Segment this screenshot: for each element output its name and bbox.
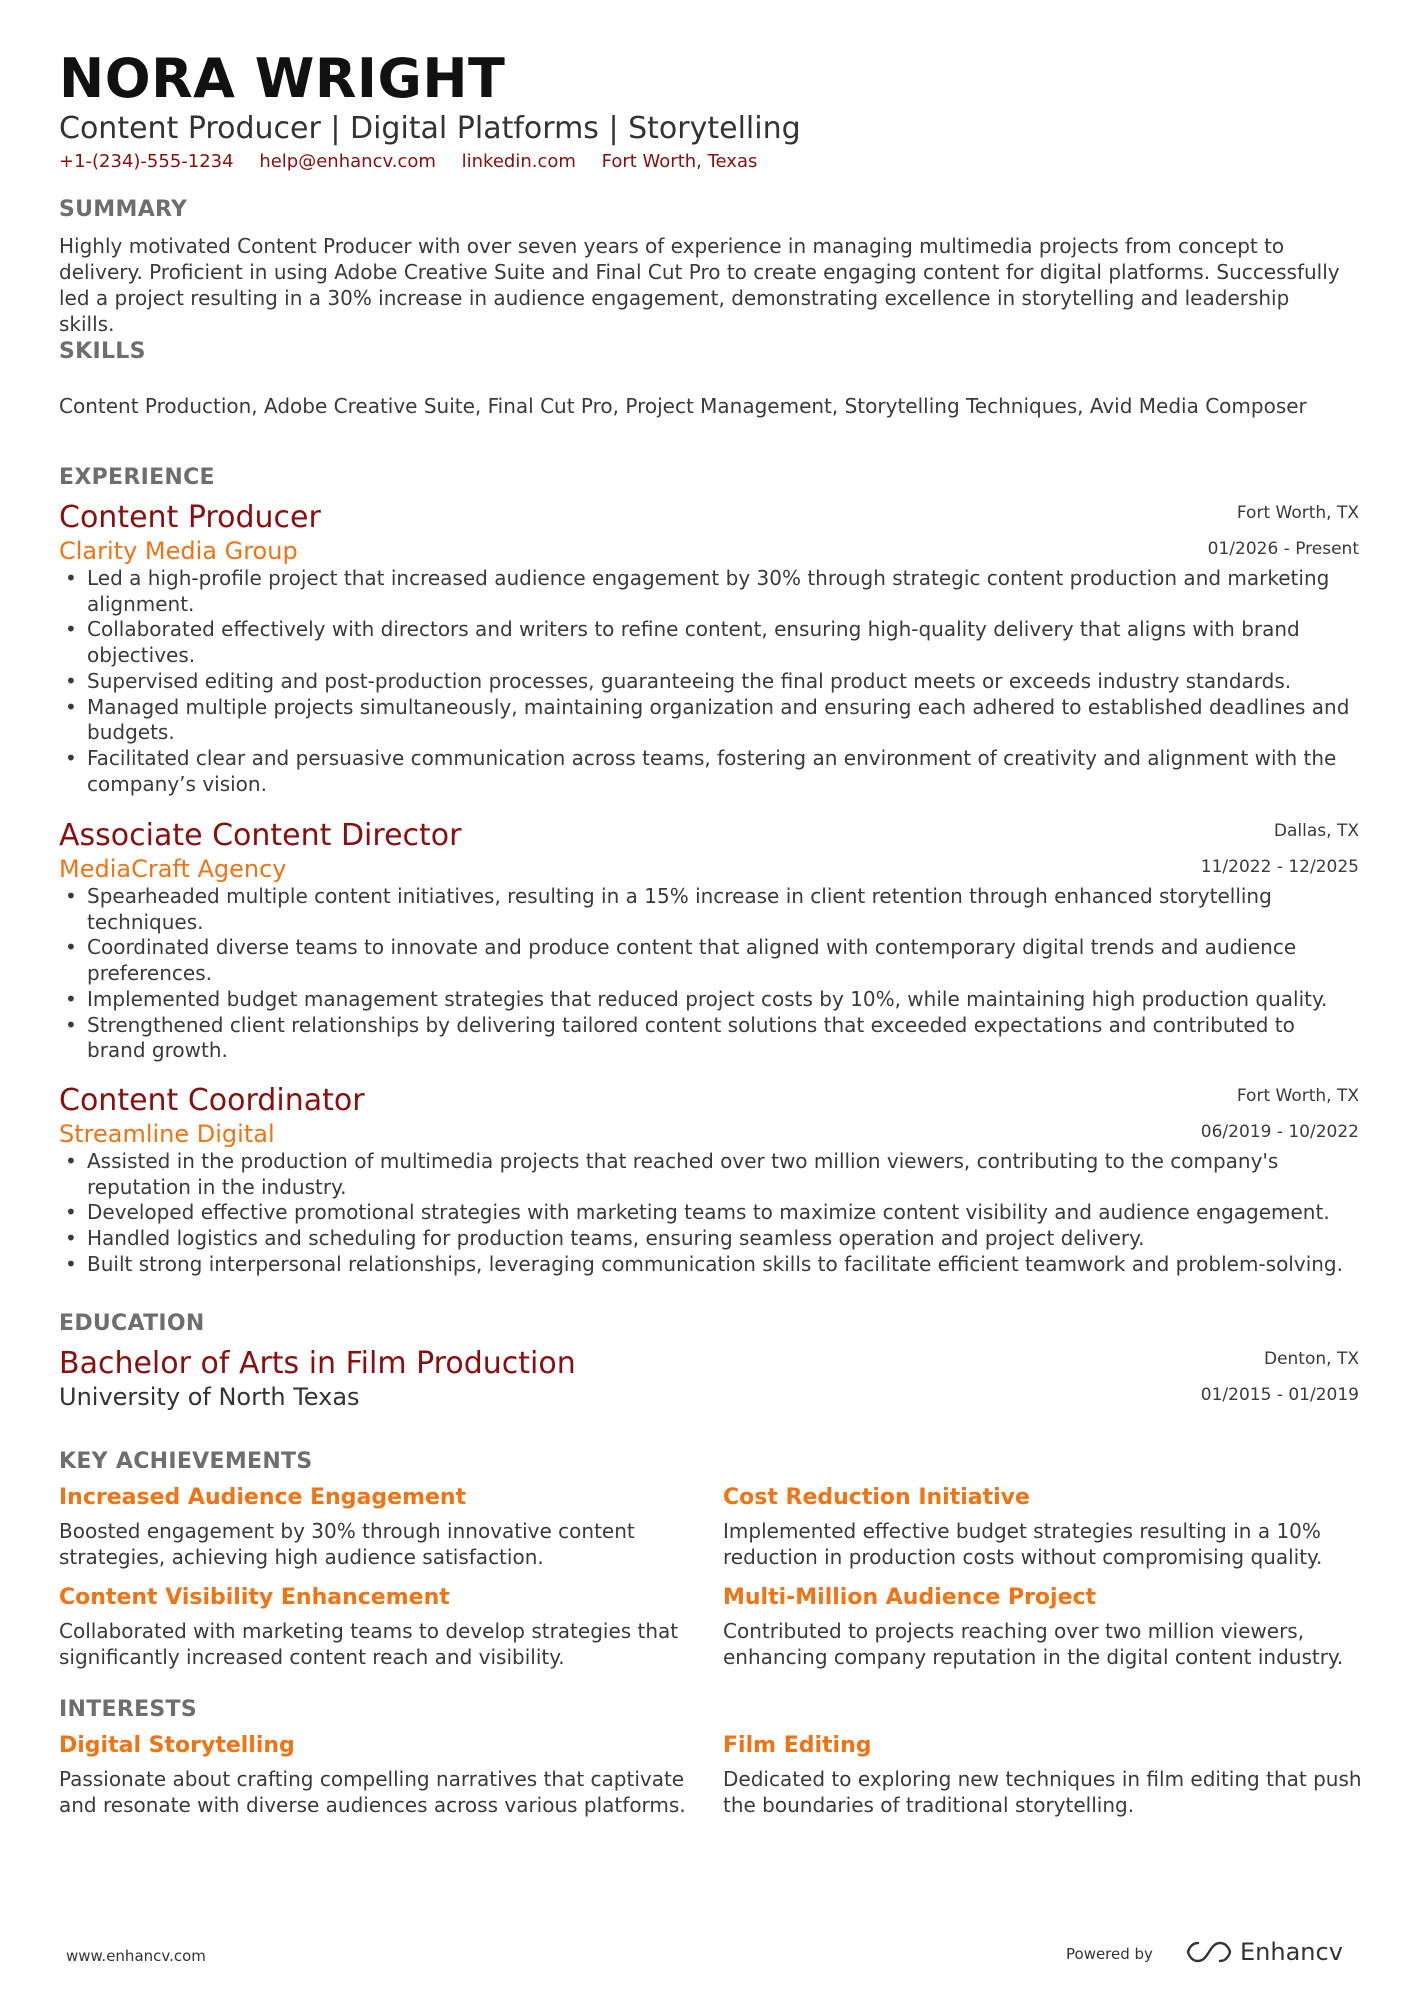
job-location: Fort Worth, TX — [1236, 503, 1359, 523]
job-title: Content Producer — [59, 500, 321, 535]
achievement-item — [723, 1584, 1363, 1670]
enhancv-logo[interactable] — [1186, 1938, 1343, 1966]
bullet-item: • Supervised editing and post-production processes, guaranteeing the final product meets or exceeds industry standards. — [59, 669, 1359, 695]
achievement-desc: Collaborated with marketing teams to develop strategies that significantly increased content reach and visibility. — [59, 1619, 679, 1669]
education-dates: 01/2015 - 01/2019 — [1200, 1385, 1359, 1405]
candidate-subtitle: Content Producer | Digital Platforms | Storytelling — [59, 111, 801, 146]
bullet-item: • Built strong interpersonal relationships, leveraging communication skills to facilitate efficient teamwork and problem-solving. — [59, 1252, 1359, 1278]
bullet-item: • Led a high-profile project that increased audience engagement by 30% through strategic content production and marketing alignment. — [59, 566, 1359, 617]
experience-heading: EXPERIENCE — [59, 465, 215, 490]
skills-heading: SKILLS — [59, 339, 146, 364]
interest-desc: Dedicated to exploring new techniques in film editing that push the boundaries of traditional storytelling. — [723, 1767, 1362, 1817]
enhancv-logo-icon — [1186, 1939, 1232, 1965]
education-heading: EDUCATION — [59, 1311, 205, 1336]
achievements-heading: KEY ACHIEVEMENTS — [59, 1449, 313, 1474]
bullet-item: • Facilitated clear and persuasive communication across teams, fostering an environment of creativity and alignment with the company’s vision. — [59, 746, 1359, 797]
bullet-item: • Spearheaded multiple content initiatives, resulting in a 15% increase in client retention through enhanced storytelling techniques. — [59, 884, 1359, 935]
achievement-item — [59, 1484, 699, 1570]
summary-text: Highly motivated Content Producer with over seven years of experience in managing multimedia projects from concept to delivery. Proficient in using Adobe Creative Suite and Final Cut Pro to create engaging content for digital platforms. Successfully led a project resulting in a 30% increase in audience engagement, demonstrating excellence in storytelling and leadership skills. — [59, 234, 1340, 336]
achievement-item — [723, 1484, 1363, 1570]
job-company: Clarity Media Group — [59, 537, 298, 565]
bullet-item: • Assisted in the production of multimedia projects that reached over two million viewers, contributing to the company's reputation in the industry. — [59, 1149, 1359, 1200]
job-bullets — [59, 566, 1359, 797]
candidate-name: NORA WRIGHT — [59, 47, 506, 110]
job-location: Fort Worth, TX — [1236, 1086, 1359, 1106]
contact-line — [59, 150, 777, 174]
bullet-item: • Managed multiple projects simultaneously, maintaining organization and ensuring each adhered to established deadlines and budgets. — [59, 695, 1359, 746]
linkedin-link[interactable]: linkedin.com — [461, 151, 576, 172]
job-title: Associate Content Director — [59, 818, 462, 853]
bullet-item: • Developed effective promotional strategies with marketing teams to maximize content visibility and audience engagement. — [59, 1200, 1359, 1226]
job-dates: 01/2026 - Present — [1207, 539, 1359, 559]
school-name: University of North Texas — [59, 1383, 360, 1411]
interest-desc: Passionate about crafting compelling narratives that captivate and resonate with diverse audiences across various platforms. — [59, 1767, 686, 1817]
achievement-title: Cost Reduction Initiative — [723, 1485, 1030, 1510]
enhancv-brand-text: Enhancv — [1240, 1938, 1343, 1966]
job-bullets — [59, 1149, 1359, 1278]
job-bullets — [59, 884, 1359, 1064]
achievement-title: Increased Audience Engagement — [59, 1485, 467, 1510]
job-company: Streamline Digital — [59, 1120, 275, 1148]
bullet-item: • Handled logistics and scheduling for production teams, ensuring seamless operation and project delivery. — [59, 1226, 1359, 1252]
achievement-title: Multi-Million Audience Project — [723, 1585, 1097, 1610]
achievement-desc: Implemented effective budget strategies resulting in a 10% reduction in production costs without compromising quality. — [723, 1519, 1323, 1569]
interest-title: Digital Storytelling — [59, 1733, 295, 1758]
job-dates: 11/2022 - 12/2025 — [1200, 857, 1359, 877]
skills-text: Content Production, Adobe Creative Suite, Final Cut Pro, Project Management, Storytelling Techniques, Avid Media Composer — [59, 394, 1307, 418]
achievement-desc: Contributed to projects reaching over two million viewers, enhancing company reputation in the digital content industry. — [723, 1619, 1344, 1669]
education-location: Denton, TX — [1263, 1349, 1359, 1369]
interest-item — [723, 1732, 1363, 1818]
footer-url[interactable]: www.enhancv.com — [66, 1947, 206, 1965]
bullet-item: • Implemented budget management strategies that reduced project costs by 10%, while maintaining high production quality. — [59, 987, 1359, 1013]
job-title: Content Coordinator — [59, 1083, 365, 1118]
achievement-desc: Boosted engagement by 30% through innovative content strategies, achieving high audience satisfaction. — [59, 1519, 635, 1569]
bullet-item: • Collaborated effectively with directors and writers to refine content, ensuring high-quality delivery that aligns with brand objectives. — [59, 617, 1359, 668]
location-text: Fort Worth, Texas — [601, 151, 758, 172]
bullet-item: • Strengthened client relationships by delivering tailored content solutions that exceeded expectations and contributed to brand growth. — [59, 1013, 1359, 1064]
job-company: MediaCraft Agency — [59, 855, 287, 883]
bullet-item: • Coordinated diverse teams to innovate and produce content that aligned with contemporary digital trends and audience preferences. — [59, 935, 1359, 986]
degree-title: Bachelor of Arts in Film Production — [59, 1346, 576, 1381]
achievement-title: Content Visibility Enhancement — [59, 1585, 450, 1610]
job-dates: 06/2019 - 10/2022 — [1200, 1122, 1359, 1142]
interest-title: Film Editing — [723, 1733, 872, 1758]
powered-by-label: Powered by — [1066, 1945, 1153, 1963]
phone-link[interactable]: +1-(234)-555-1234 — [59, 151, 234, 172]
interests-heading: INTERESTS — [59, 1697, 197, 1722]
achievement-item — [59, 1584, 699, 1670]
email-link[interactable]: help@enhancv.com — [259, 151, 436, 172]
interest-item — [59, 1732, 699, 1818]
summary-heading: SUMMARY — [59, 197, 188, 222]
job-location: Dallas, TX — [1273, 821, 1359, 841]
